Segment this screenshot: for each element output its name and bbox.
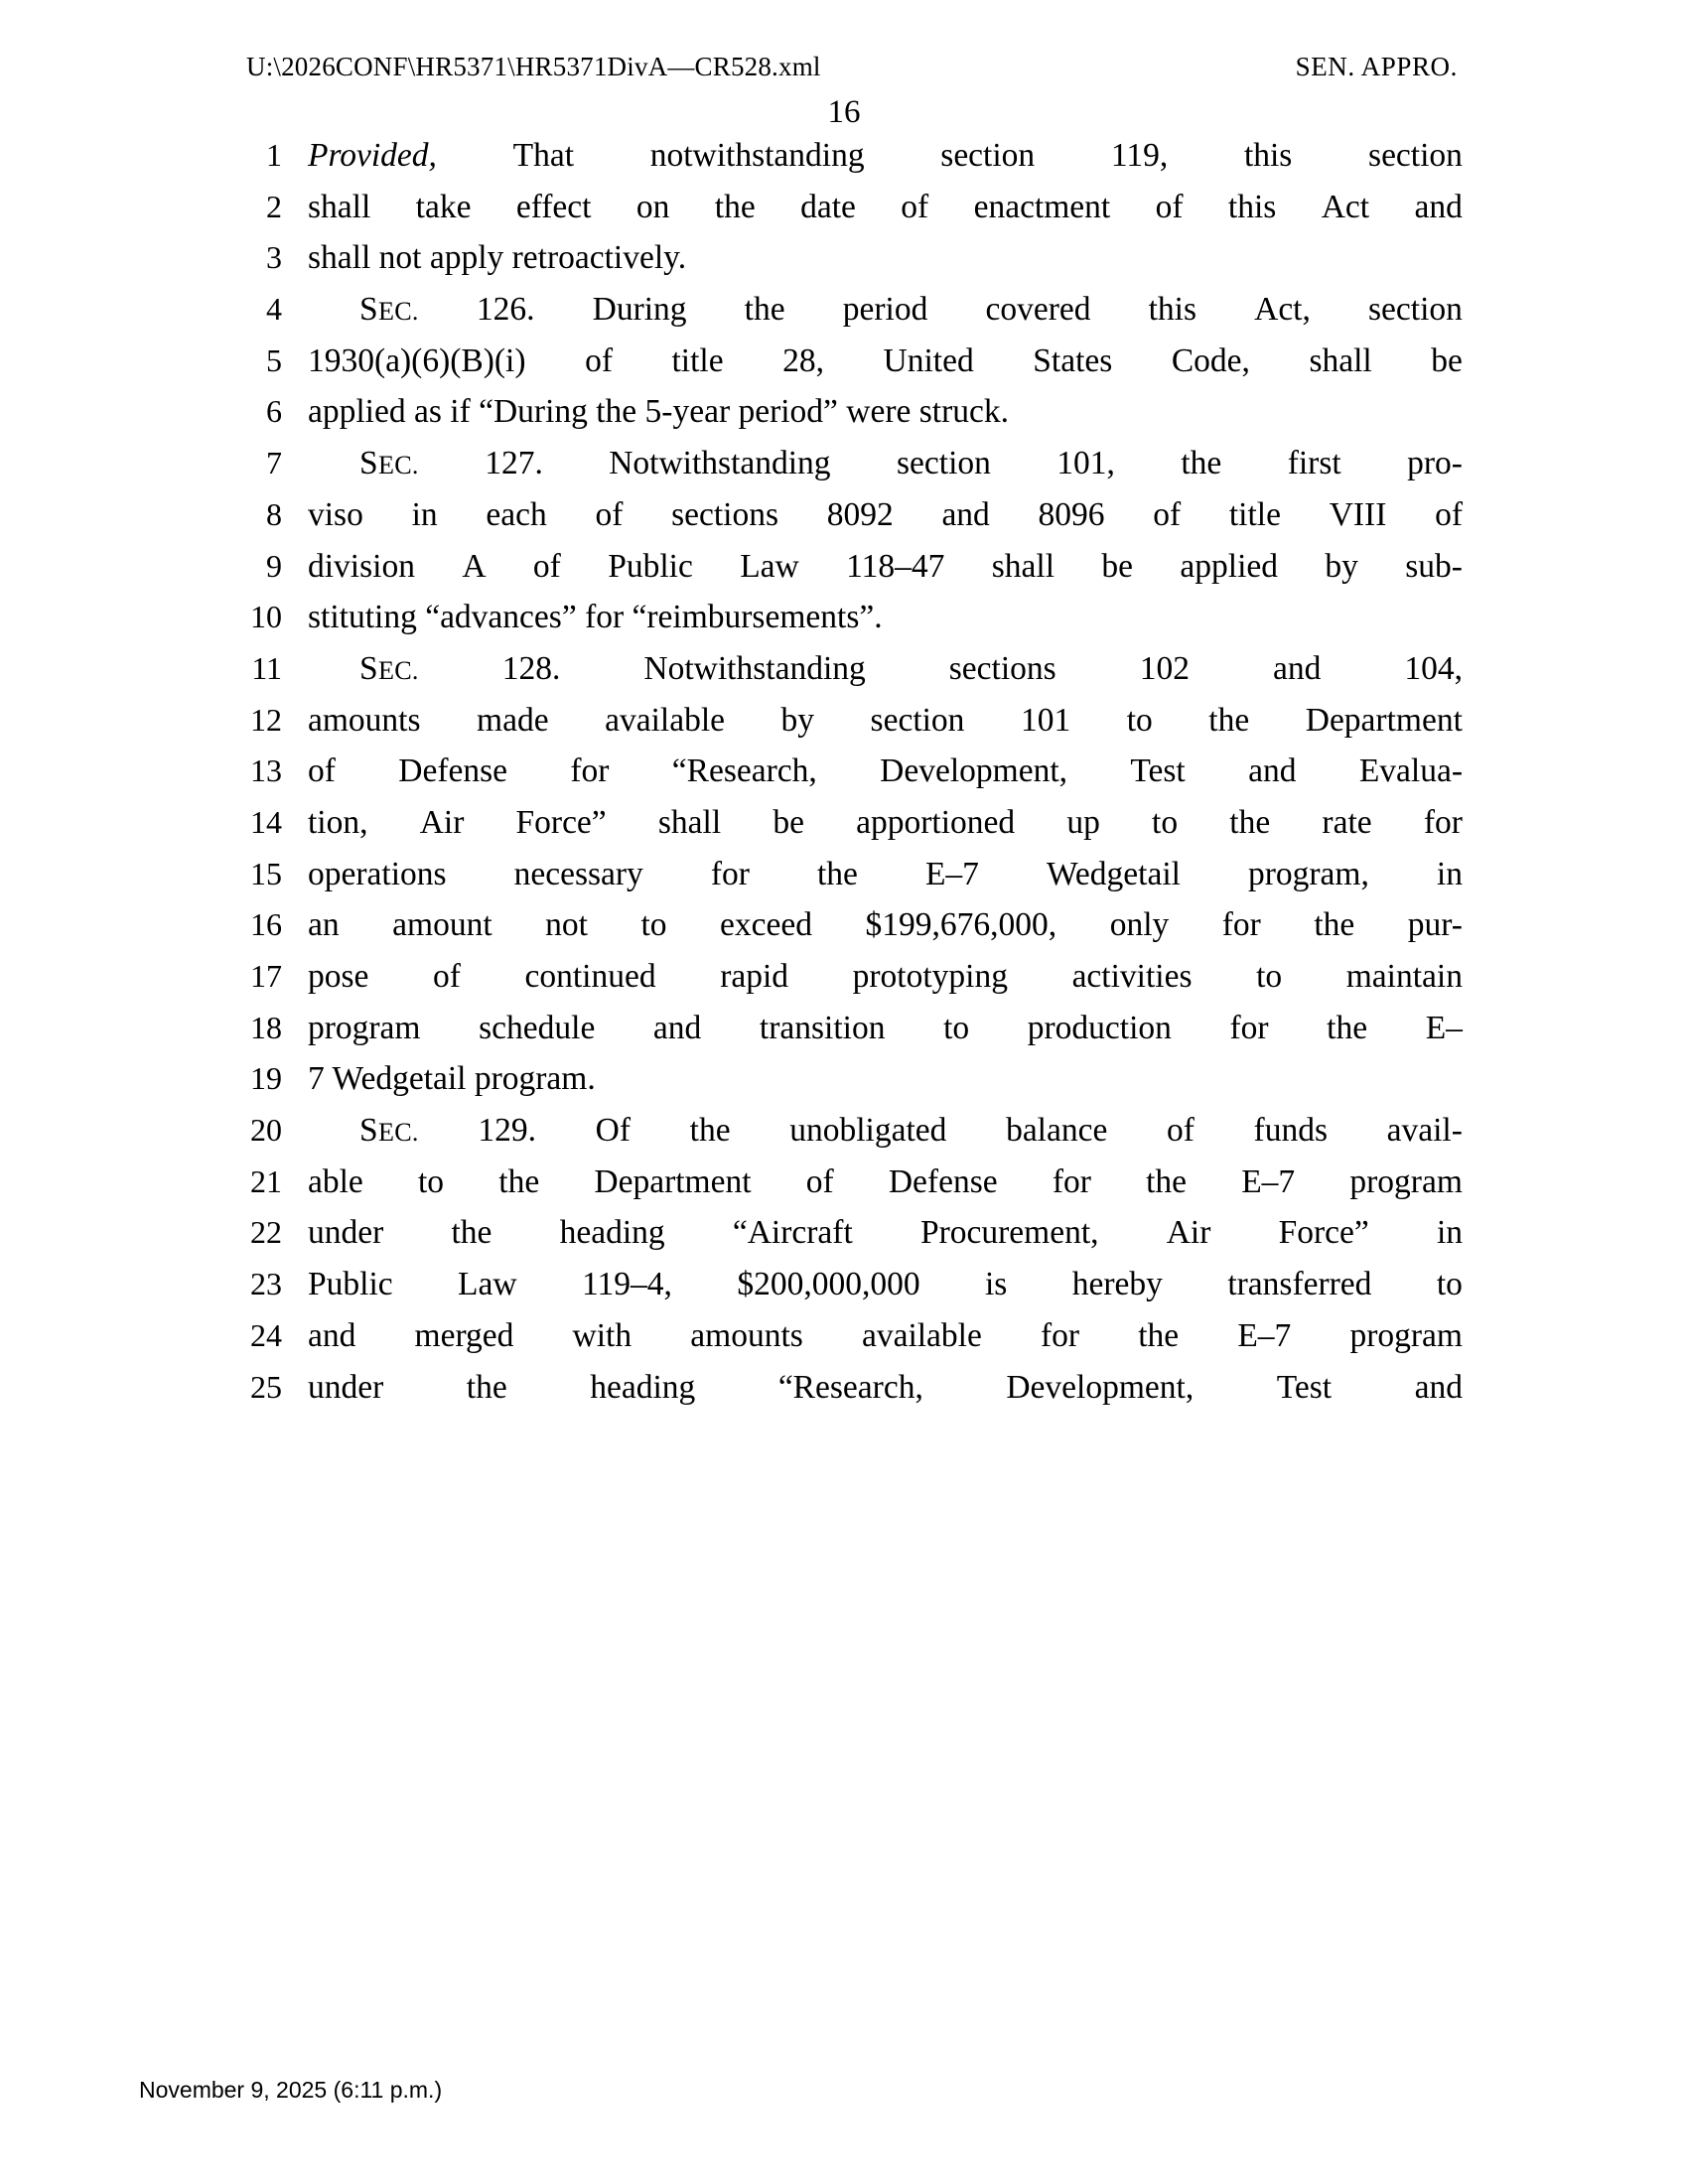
word: operations bbox=[308, 855, 447, 892]
statute-line bbox=[246, 1216, 1463, 1268]
word: hereby bbox=[1071, 1266, 1163, 1303]
line-text bbox=[308, 701, 1463, 739]
word: the bbox=[1314, 906, 1355, 944]
word: apportioned bbox=[856, 803, 1016, 841]
word: this bbox=[1243, 137, 1293, 174]
word: section bbox=[1368, 291, 1463, 329]
line-text bbox=[308, 908, 1463, 942]
line-text bbox=[308, 547, 1463, 585]
word: an bbox=[308, 906, 340, 944]
word: with bbox=[572, 1316, 633, 1354]
word: funds bbox=[1253, 1112, 1328, 1150]
word: and bbox=[652, 1009, 702, 1046]
word: this bbox=[1227, 188, 1277, 225]
word: of bbox=[1435, 495, 1463, 533]
line-number: 20 bbox=[250, 1112, 282, 1149]
line-number: 5 bbox=[266, 341, 282, 378]
section-marker-initial: S bbox=[359, 649, 378, 687]
statute-line bbox=[246, 139, 1463, 191]
word: rate bbox=[1322, 803, 1372, 841]
statute-body bbox=[246, 139, 1463, 1422]
page-number: 16 bbox=[827, 94, 861, 130]
page-folio bbox=[0, 94, 1688, 131]
word: of bbox=[901, 188, 929, 225]
word: 119, bbox=[1110, 137, 1169, 174]
word: E– bbox=[1425, 1009, 1463, 1046]
word: the bbox=[744, 291, 785, 329]
statute-line bbox=[246, 495, 1463, 550]
word: United bbox=[883, 341, 974, 379]
line-number: 16 bbox=[250, 906, 282, 943]
word: That bbox=[512, 137, 575, 174]
word: A bbox=[462, 547, 487, 585]
word: E–7 bbox=[1237, 1316, 1292, 1354]
line-number: 23 bbox=[250, 1266, 282, 1302]
word: under bbox=[308, 1368, 384, 1406]
word: notwithstanding bbox=[649, 137, 865, 174]
line-number: 4 bbox=[266, 291, 282, 328]
section-marker-rest: EC. bbox=[377, 297, 419, 327]
word: 8096 bbox=[1038, 495, 1105, 533]
word: of bbox=[308, 752, 336, 790]
word: of bbox=[585, 341, 613, 379]
word: Law bbox=[740, 547, 799, 585]
word: amounts bbox=[308, 701, 421, 739]
word: date bbox=[800, 188, 856, 225]
word: the bbox=[1181, 445, 1222, 482]
line-text bbox=[308, 960, 1463, 994]
word: the bbox=[1327, 1009, 1368, 1046]
word: prototyping bbox=[852, 958, 1008, 995]
word: for bbox=[570, 752, 610, 790]
word: by bbox=[780, 701, 815, 739]
word: available bbox=[605, 701, 726, 739]
word: “Research, bbox=[777, 1368, 923, 1406]
word: able bbox=[308, 1162, 363, 1200]
word: and bbox=[1272, 649, 1322, 687]
word: of bbox=[433, 958, 461, 995]
statute-line bbox=[246, 649, 1463, 704]
section-marker bbox=[359, 293, 419, 327]
word: made bbox=[477, 701, 549, 739]
word: the bbox=[816, 855, 858, 892]
word: take bbox=[415, 188, 472, 225]
word: shall bbox=[991, 547, 1055, 585]
word: effect bbox=[515, 188, 592, 225]
word: each bbox=[486, 495, 547, 533]
word: sub- bbox=[1405, 547, 1463, 585]
line-number: 8 bbox=[266, 495, 282, 532]
word: section bbox=[940, 137, 1036, 174]
word: the bbox=[1146, 1162, 1188, 1200]
word: Test bbox=[1276, 1368, 1333, 1406]
line-number: 24 bbox=[250, 1316, 282, 1353]
word: 127. bbox=[485, 445, 543, 482]
word: for bbox=[710, 855, 750, 892]
word: Force” bbox=[515, 803, 607, 841]
statute-line bbox=[246, 1162, 1463, 1217]
word: covered bbox=[985, 291, 1091, 329]
line-text bbox=[308, 341, 1463, 379]
word: to bbox=[1152, 803, 1179, 841]
word: applied as if “During the 5-year period” were struck. bbox=[308, 393, 1010, 431]
word: Law bbox=[458, 1266, 517, 1303]
word: of bbox=[595, 495, 624, 533]
section-marker-initial: S bbox=[359, 445, 378, 482]
word: to bbox=[418, 1162, 445, 1200]
line-number: 19 bbox=[250, 1060, 282, 1097]
word: on bbox=[635, 188, 670, 225]
word: unobligated bbox=[789, 1112, 947, 1150]
word: applied bbox=[1180, 547, 1279, 585]
statute-line bbox=[246, 754, 1463, 806]
word: stituting “advances” for “reimbursements”. bbox=[308, 599, 883, 636]
word: and bbox=[1248, 752, 1297, 790]
line-text bbox=[308, 447, 1463, 480]
word: amounts bbox=[690, 1316, 803, 1354]
line-number: 6 bbox=[266, 393, 282, 430]
line-text bbox=[308, 1009, 1463, 1046]
line-text bbox=[308, 855, 1463, 892]
emphasis-word: Provided, bbox=[308, 137, 437, 174]
footer-timestamp bbox=[139, 2077, 442, 2104]
word: pose bbox=[308, 958, 369, 995]
word: section bbox=[870, 701, 965, 739]
word: pur- bbox=[1407, 906, 1463, 944]
word: Test bbox=[1130, 752, 1186, 790]
statute-line bbox=[246, 1009, 1463, 1063]
word: the bbox=[714, 188, 756, 225]
statute-line bbox=[246, 293, 1463, 344]
word: period bbox=[842, 291, 928, 329]
word: rapid bbox=[720, 958, 789, 995]
word: 101 bbox=[1020, 701, 1071, 739]
word: heading bbox=[590, 1368, 696, 1406]
line-text bbox=[308, 1268, 1463, 1301]
word: of bbox=[805, 1162, 834, 1200]
statute-line bbox=[246, 601, 1463, 652]
word: and bbox=[941, 495, 990, 533]
statute-line bbox=[246, 241, 1463, 293]
word: the bbox=[1208, 701, 1250, 739]
word: of bbox=[1167, 1112, 1195, 1150]
statute-line bbox=[246, 701, 1463, 755]
word: shall bbox=[657, 803, 722, 841]
word: for bbox=[1052, 1162, 1091, 1200]
word: maintain bbox=[1345, 958, 1463, 995]
word: Code, bbox=[1171, 341, 1250, 379]
word: Wedgetail bbox=[1046, 855, 1181, 892]
word: the bbox=[466, 1368, 507, 1406]
word: of bbox=[1155, 188, 1184, 225]
word: program, bbox=[1247, 855, 1369, 892]
word: up bbox=[1066, 803, 1100, 841]
statute-line bbox=[246, 1316, 1463, 1371]
line-text bbox=[308, 649, 1463, 687]
running-header bbox=[246, 52, 1458, 82]
line-number: 22 bbox=[250, 1214, 282, 1251]
word: and bbox=[1414, 1368, 1463, 1406]
word: is bbox=[984, 1266, 1008, 1303]
word: amount bbox=[392, 906, 492, 944]
word: the bbox=[498, 1162, 540, 1200]
line-text bbox=[308, 395, 1463, 429]
section-marker-rest: EC. bbox=[377, 1118, 419, 1148]
word: first bbox=[1287, 445, 1341, 482]
word: Department bbox=[594, 1162, 752, 1200]
word: continued bbox=[524, 958, 656, 995]
line-number: 12 bbox=[250, 701, 282, 738]
word: $200,000,000 bbox=[737, 1266, 920, 1303]
section-marker bbox=[359, 447, 419, 480]
word: E–7 bbox=[1241, 1162, 1296, 1200]
line-number: 9 bbox=[266, 547, 282, 584]
word: Act, bbox=[1254, 291, 1311, 329]
line-number: 18 bbox=[250, 1009, 282, 1045]
line-number: 2 bbox=[266, 188, 282, 224]
word: E–7 bbox=[924, 855, 979, 892]
word: Procurement, bbox=[919, 1214, 1099, 1252]
line-number: 10 bbox=[250, 599, 282, 635]
word: 7 Wedgetail program. bbox=[308, 1060, 596, 1098]
word: of bbox=[532, 547, 561, 585]
word: shall bbox=[308, 188, 371, 225]
word: title bbox=[1228, 495, 1281, 533]
word: Department bbox=[1305, 701, 1463, 739]
line-text bbox=[308, 1162, 1463, 1200]
word: necessary bbox=[513, 855, 643, 892]
word: Development, bbox=[1006, 1368, 1195, 1406]
line-text bbox=[308, 188, 1463, 225]
word: merged bbox=[414, 1316, 514, 1354]
word: the bbox=[1138, 1316, 1180, 1354]
line-number: 21 bbox=[250, 1162, 282, 1199]
word: program bbox=[308, 1009, 421, 1046]
statute-line bbox=[246, 803, 1463, 858]
word: avail- bbox=[1386, 1112, 1463, 1150]
word: schedule bbox=[479, 1009, 596, 1046]
word: only bbox=[1109, 906, 1170, 944]
word: Evalua- bbox=[1358, 752, 1463, 790]
word: this bbox=[1148, 291, 1196, 329]
section-marker-rest: EC. bbox=[377, 655, 419, 685]
word: not bbox=[545, 906, 588, 944]
word: 118–47 bbox=[846, 547, 945, 585]
word: Public bbox=[308, 1266, 393, 1303]
word: 119–4, bbox=[582, 1266, 672, 1303]
line-text bbox=[308, 1316, 1463, 1354]
word: available bbox=[861, 1316, 982, 1354]
word: “Aircraft bbox=[732, 1214, 853, 1252]
word: section bbox=[1368, 137, 1463, 174]
statute-line bbox=[246, 395, 1463, 447]
line-text bbox=[308, 803, 1463, 841]
section-marker bbox=[359, 649, 419, 687]
footer-timestamp-text: November 9, 2025 (6:11 p.m.) bbox=[139, 2077, 443, 2103]
line-text bbox=[308, 1368, 1463, 1406]
word: Air bbox=[419, 803, 465, 841]
word: program bbox=[1349, 1162, 1463, 1200]
statute-line bbox=[246, 447, 1463, 498]
word: viso bbox=[308, 495, 363, 533]
word: and bbox=[308, 1316, 356, 1354]
word: During bbox=[592, 291, 687, 329]
line-text bbox=[308, 241, 1463, 275]
line-number: 1 bbox=[266, 137, 282, 173]
line-text bbox=[308, 754, 1463, 788]
word: 101, bbox=[1056, 445, 1115, 482]
line-text bbox=[308, 495, 1463, 533]
statute-line bbox=[246, 188, 1463, 242]
header-chamber-label: SEN. APPRO. bbox=[1295, 52, 1458, 81]
word: transferred bbox=[1227, 1266, 1372, 1303]
word: section bbox=[896, 445, 991, 482]
word: be bbox=[1431, 341, 1463, 379]
word: “Research, bbox=[671, 752, 817, 790]
word: the bbox=[1229, 803, 1271, 841]
statute-line bbox=[246, 960, 1463, 1012]
word: Public bbox=[608, 547, 693, 585]
word: title bbox=[671, 341, 724, 379]
word: for bbox=[1229, 1009, 1269, 1046]
statute-line bbox=[246, 547, 1463, 602]
statute-line bbox=[246, 1268, 1463, 1319]
line-text bbox=[308, 1216, 1463, 1250]
word: Development, bbox=[880, 752, 1068, 790]
word: heading bbox=[559, 1214, 665, 1252]
word: for bbox=[1423, 803, 1463, 841]
word: program bbox=[1349, 1316, 1463, 1354]
line-number: 7 bbox=[266, 445, 282, 481]
line-number: 15 bbox=[250, 855, 282, 891]
line-number: 25 bbox=[250, 1368, 282, 1405]
line-number: 14 bbox=[250, 803, 282, 840]
word: in bbox=[1436, 1214, 1463, 1252]
word: the bbox=[451, 1214, 492, 1252]
word: 1930(a)(6)(B)(i) bbox=[308, 341, 526, 379]
word: for bbox=[1041, 1316, 1080, 1354]
line-number: 3 bbox=[266, 239, 282, 276]
word: balance bbox=[1006, 1112, 1108, 1150]
word: under bbox=[308, 1214, 384, 1252]
word: 129. bbox=[478, 1112, 537, 1150]
word: sections bbox=[948, 649, 1056, 687]
word: in bbox=[411, 495, 438, 533]
word: 28, bbox=[782, 341, 825, 379]
line-text bbox=[308, 293, 1463, 327]
word: sections bbox=[671, 495, 778, 533]
word: $199,676,000, bbox=[865, 906, 1057, 944]
line-number: 17 bbox=[250, 958, 282, 994]
word: States bbox=[1033, 341, 1113, 379]
word: be bbox=[773, 803, 804, 841]
word: enactment bbox=[973, 188, 1111, 225]
word: transition bbox=[759, 1009, 886, 1046]
word: production bbox=[1027, 1009, 1172, 1046]
statute-line bbox=[246, 908, 1463, 960]
word: and bbox=[1414, 188, 1463, 225]
word: 102 bbox=[1139, 649, 1190, 687]
word: to bbox=[943, 1009, 970, 1046]
word: by bbox=[1325, 547, 1358, 585]
line-text bbox=[308, 601, 1463, 634]
word: 104, bbox=[1404, 649, 1463, 687]
section-marker bbox=[359, 1114, 419, 1148]
word: for bbox=[1221, 906, 1261, 944]
line-number: 13 bbox=[250, 752, 282, 789]
line-text bbox=[308, 139, 1463, 173]
word: tion, bbox=[308, 803, 368, 841]
line-text bbox=[308, 1062, 1463, 1096]
word: of bbox=[1153, 495, 1182, 533]
word: Defense bbox=[888, 1162, 998, 1200]
word: VIII bbox=[1329, 495, 1387, 533]
word: Force” bbox=[1278, 1214, 1369, 1252]
word: be bbox=[1101, 547, 1134, 585]
word: 8092 bbox=[826, 495, 894, 533]
word: Of bbox=[595, 1112, 632, 1150]
word: Act bbox=[1321, 188, 1370, 225]
word: to bbox=[1256, 958, 1283, 995]
word: Air bbox=[1166, 1214, 1211, 1252]
word: in bbox=[1436, 855, 1463, 892]
word: the bbox=[689, 1112, 731, 1150]
statute-line bbox=[246, 1114, 1463, 1165]
word: Notwithstanding bbox=[609, 445, 831, 482]
header-file-path: U:\2026CONF\HR5371\HR5371DivA—CR528.xml bbox=[246, 52, 821, 81]
statute-line bbox=[246, 855, 1463, 909]
word: 126. bbox=[476, 291, 535, 329]
word: exceed bbox=[720, 906, 813, 944]
word: Notwithstanding bbox=[643, 649, 866, 687]
word: shall bbox=[1309, 341, 1372, 379]
line-text bbox=[308, 1114, 1463, 1148]
section-marker-initial: S bbox=[359, 1112, 378, 1150]
word: activities bbox=[1071, 958, 1193, 995]
word: division bbox=[308, 547, 415, 585]
word: Defense bbox=[398, 752, 508, 790]
word: to bbox=[1126, 701, 1153, 739]
word: shall not apply retroactively. bbox=[308, 239, 687, 277]
line-number: 11 bbox=[251, 649, 282, 686]
section-marker-rest: EC. bbox=[377, 451, 419, 480]
statute-line bbox=[246, 341, 1463, 396]
word: 128. bbox=[501, 649, 561, 687]
word: to bbox=[1436, 1266, 1463, 1303]
word: to bbox=[640, 906, 667, 944]
statute-line bbox=[246, 1062, 1463, 1114]
statute-line bbox=[246, 1368, 1463, 1423]
word: pro- bbox=[1407, 445, 1463, 482]
section-marker-initial: S bbox=[359, 291, 378, 329]
